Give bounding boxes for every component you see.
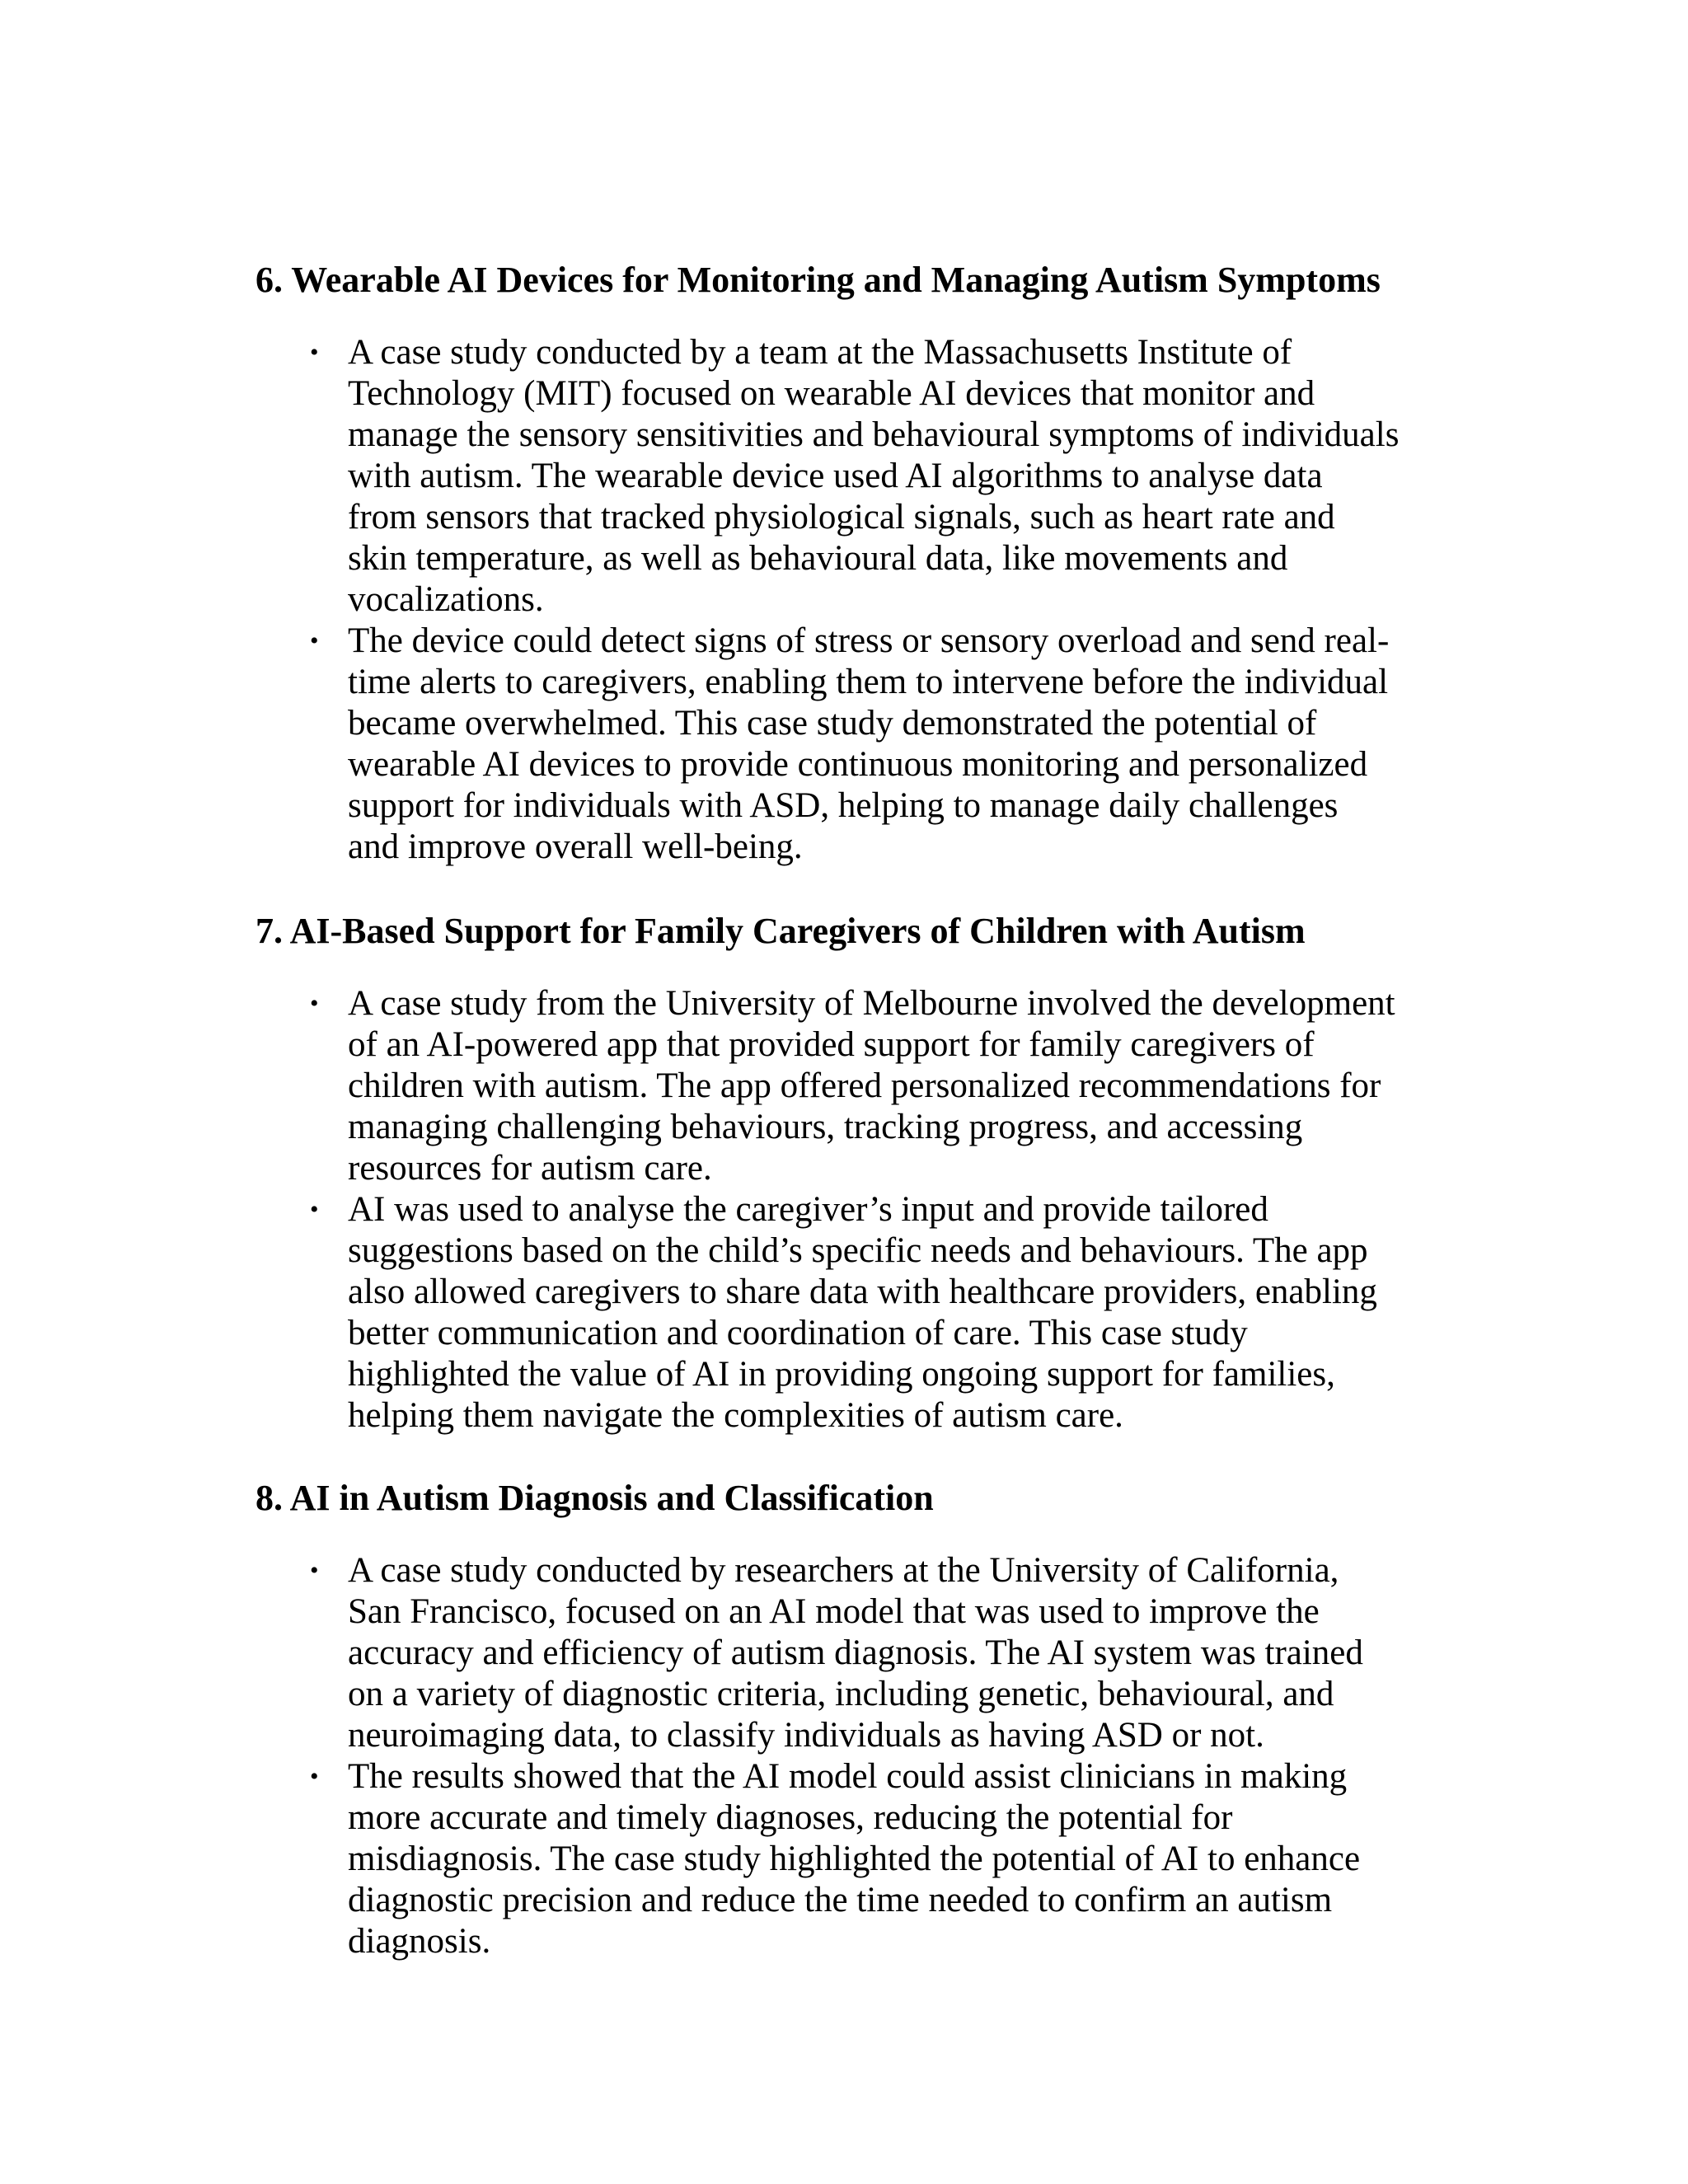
text-line: skin temperature, as well as behavioural data, like movements and xyxy=(348,539,1288,578)
text-line: also allowed caregivers to share data with healthcare providers, enabling xyxy=(348,1272,1377,1311)
section-diagnosis-classification xyxy=(256,1476,1451,1962)
bullet-list xyxy=(256,983,1451,1436)
text-line: A case study conducted by researchers at the University of California, xyxy=(348,1551,1339,1590)
text-line: accuracy and efficiency of autism diagnosis. The AI system was trained xyxy=(348,1633,1363,1672)
text-line: San Francisco, focused on an AI model that was used to improve the xyxy=(348,1592,1320,1631)
bullet-item xyxy=(256,1189,1451,1436)
bullet-item xyxy=(256,983,1451,1189)
text-line: and improve overall well-being. xyxy=(348,827,803,866)
text-line: better communication and coordination of care. This case study xyxy=(348,1314,1248,1352)
bullet-icon: • xyxy=(310,990,319,1017)
text-line: Technology (MIT) focused on wearable AI devices that monitor and xyxy=(348,374,1315,413)
text-line: misdiagnosis. The case study highlighted the potential of AI to enhance xyxy=(348,1840,1361,1878)
text-line: managing challenging behaviours, tracking progress, and accessing xyxy=(348,1108,1303,1146)
text-line: A case study from the University of Melbourne involved the development xyxy=(348,984,1395,1023)
section-heading: 6. Wearable AI Devices for Monitoring and Managing Autism Symptoms xyxy=(256,260,1381,300)
text-line: support for individuals with ASD, helping to manage daily challenges xyxy=(348,786,1339,825)
text-line: manage the sensory sensitivities and behavioural symptoms of individuals xyxy=(348,415,1400,454)
text-line: more accurate and timely diagnoses, reducing the potential for xyxy=(348,1798,1233,1837)
text-line: highlighted the value of AI in providing ongoing support for families, xyxy=(348,1355,1335,1394)
section-heading: 8. AI in Autism Diagnosis and Classification xyxy=(256,1478,934,1518)
text-line: AI was used to analyse the caregiver’s input and provide tailored xyxy=(348,1190,1268,1229)
bullet-icon: • xyxy=(310,339,319,366)
bullet-list xyxy=(256,1550,1451,1962)
bullet-item xyxy=(256,621,1451,868)
text-line: from sensors that tracked physiological signals, such as heart rate and xyxy=(348,498,1335,537)
text-line: with autism. The wearable device used AI algorithms to analyse data xyxy=(348,457,1323,495)
section-heading: 7. AI-Based Support for Family Caregivers of Children with Autism xyxy=(256,911,1306,951)
text-line: neuroimaging data, to classify individuals as having ASD or not. xyxy=(348,1716,1264,1755)
text-line: vocalizations. xyxy=(348,580,544,619)
text-line: diagnostic precision and reduce the time needed to confirm an autism xyxy=(348,1881,1333,1919)
bullet-item xyxy=(256,1550,1451,1756)
text-line: The results showed that the AI model could assist clinicians in making xyxy=(348,1757,1348,1796)
section-wearable-ai xyxy=(256,258,1451,868)
text-line: diagnosis. xyxy=(348,1922,491,1961)
bullet-list xyxy=(256,332,1451,868)
bullet-icon: • xyxy=(310,1196,319,1223)
section-caregiver-support xyxy=(256,909,1451,1436)
text-line: suggestions based on the child’s specific needs and behaviours. The app xyxy=(348,1231,1368,1270)
bullet-icon: • xyxy=(310,1763,319,1790)
text-line: helping them navigate the complexities of autism care. xyxy=(348,1396,1123,1435)
text-line: wearable AI devices to provide continuous monitoring and personalized xyxy=(348,745,1368,784)
text-line: time alerts to caregivers, enabling them to intervene before the individual xyxy=(348,663,1389,701)
bullet-item xyxy=(256,1756,1451,1962)
text-line: on a variety of diagnostic criteria, including genetic, behavioural, and xyxy=(348,1675,1334,1713)
text-line: The device could detect signs of stress or sensory overload and send real- xyxy=(348,621,1390,660)
text-line: children with autism. The app offered personalized recommendations for xyxy=(348,1066,1381,1105)
bullet-icon: • xyxy=(310,627,319,654)
text-line: of an AI-powered app that provided support for family caregivers of xyxy=(348,1025,1315,1064)
bullet-icon: • xyxy=(310,1557,319,1584)
text-line: resources for autism care. xyxy=(348,1149,712,1188)
bullet-item xyxy=(256,332,1451,621)
text-line: became overwhelmed. This case study demonstrated the potential of xyxy=(348,704,1317,743)
text-line: A case study conducted by a team at the Massachusetts Institute of xyxy=(348,333,1292,372)
